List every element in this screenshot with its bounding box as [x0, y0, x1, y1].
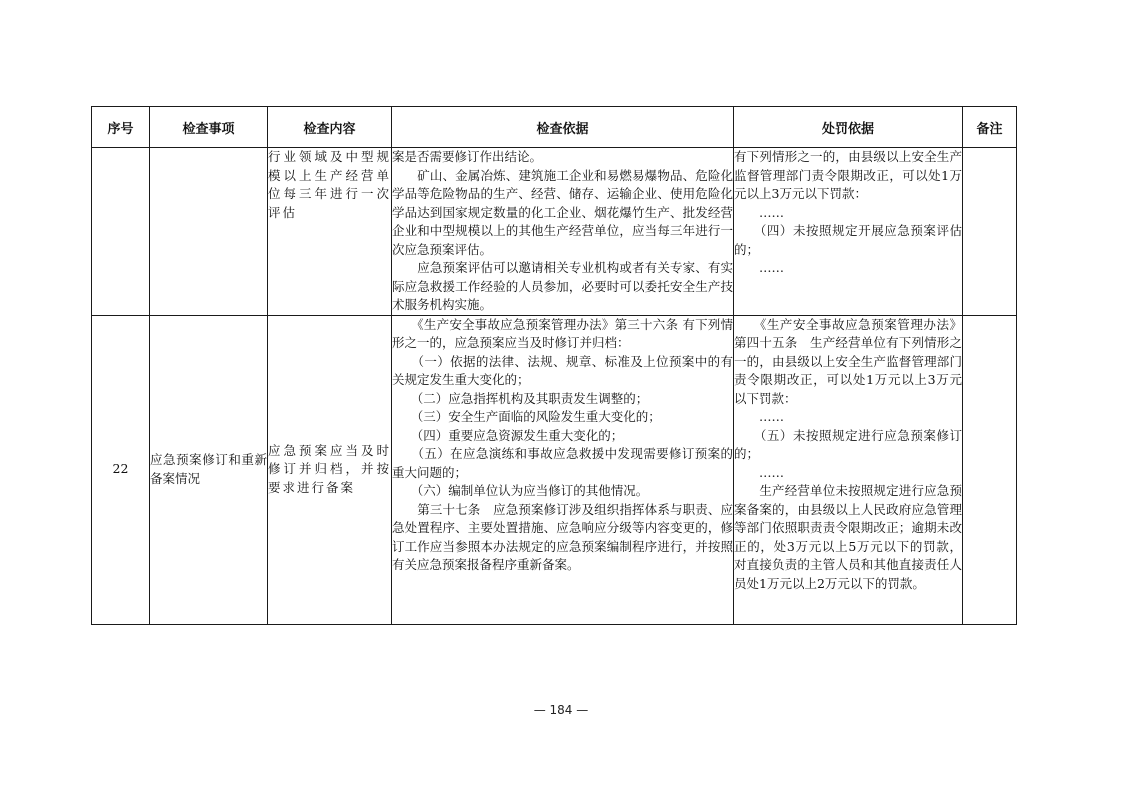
basis-paragraph: 《生产安全事故应急预案管理办法》第三十六条 有下列情形之一的，应急预案应当及时修订并归档： — [392, 316, 733, 350]
header-serial-number: 序号 — [92, 107, 150, 148]
item-text: 应急预案修订和重新备案情况 — [150, 452, 267, 486]
header-remarks: 备注 — [963, 107, 1017, 148]
penalty-paragraph: …… — [734, 409, 785, 424]
penalty-paragraph: 有下列情形之一的，由县级以上安全生产监督管理部门责令限期改正，可以处1万元以上3万元以下罚款： — [734, 149, 962, 201]
penalty-paragraph: （四）未按照规定开展应急预案评估的； — [734, 223, 962, 257]
row-inspection-basis — [392, 148, 734, 316]
basis-paragraph: 第三十七条 应急预案修订涉及组织指挥体系与职责、应急处置程序、主要处置措施、应急响应分级等内容变更的，修订工作应当参照本办法规定的应急预案编制程序进行，并按照有关应急预案报备程序重新备案。 — [392, 501, 733, 572]
table-header-row — [92, 107, 1017, 148]
table-row — [92, 315, 1017, 624]
row-inspection-content — [268, 148, 392, 316]
row-serial-number — [92, 148, 150, 316]
header-inspection-item: 检查事项 — [150, 107, 268, 148]
penalty-paragraph: …… — [734, 204, 785, 220]
row-penalty-basis — [734, 315, 963, 624]
penalty-paragraph: 生产经营单位未按照规定进行应急预案备案的，由县级以上人民政府应急管理等部门依照职责责令限期改正；逾期未改正的，处3万元以上5万元以下的罚款，对直接负责的主管人员和其他直接责任人员处1万元以上2万元以下的罚款。 — [734, 483, 962, 591]
penalty-paragraph: …… — [734, 464, 785, 480]
basis-paragraph: 应急预案评估可以邀请相关专业机构或者有关专家、有实际应急救援工作经验的人员参加，必要时可以委托安全生产技术服务机构实施。 — [392, 260, 733, 312]
penalty-paragraph: （五）未按照规定进行应急预案修订的； — [734, 427, 962, 461]
penalty-paragraph: …… — [734, 260, 785, 275]
row-inspection-item — [150, 148, 268, 316]
content-text: 应急预案应当及时修订并归档，并按要求进行备案 — [268, 442, 391, 495]
basis-paragraph: （四）重要应急资源发生重大变化的； — [392, 427, 624, 443]
row-inspection-content — [268, 315, 392, 624]
basis-paragraph: （一）依据的法律、法规、规章、标准及上位预案中的有关规定发生重大变化的； — [392, 353, 733, 387]
header-penalty-basis: 处罚依据 — [734, 107, 963, 148]
row-inspection-basis — [392, 315, 734, 624]
row-remarks — [963, 148, 1017, 316]
row-inspection-item — [150, 315, 268, 624]
page-number: — 184 — — [533, 703, 589, 717]
header-inspection-basis: 检查依据 — [392, 107, 734, 148]
basis-paragraph: 案是否需要修订作出结论。 — [392, 149, 543, 164]
header-inspection-content: 检查内容 — [268, 107, 392, 148]
basis-paragraph: 矿山、金属冶炼、建筑施工企业和易燃易爆物品、危险化学品等危险物品的生产、经营、储存、运输企业、使用危险化学品达到国家规定数量的化工企业、烟花爆竹生产、批发经营企业和中型规模以上的其他生产经营单位，应当每三年进行一次应急预案评估。 — [392, 167, 733, 257]
basis-paragraph: （六）编制单位认为应当修订的其他情况。 — [392, 483, 649, 498]
basis-paragraph: （五）在应急演练和事故应急救援中发现需要修订预案的重大问题的； — [392, 446, 733, 480]
row-penalty-basis — [734, 148, 963, 316]
row-remarks — [963, 315, 1017, 624]
inspection-table — [91, 106, 1017, 625]
basis-paragraph: （三）安全生产面临的风险发生重大变化的； — [392, 409, 661, 424]
basis-paragraph: （二）应急指挥机构及其职责发生调整的； — [392, 390, 649, 406]
table-row — [92, 148, 1017, 316]
row-serial-number: 22 — [92, 315, 150, 624]
content-text: 行业领域及中型规模以上生产经营单位每三年进行一次评估 — [268, 149, 391, 220]
penalty-paragraph: 《生产安全事故应急预案管理办法》第四十五条 生产经营单位有下列情形之一的，由县级以上安全生产监督管理部门责令限期改正，可以处1万元以上3万元以下罚款： — [734, 316, 962, 406]
